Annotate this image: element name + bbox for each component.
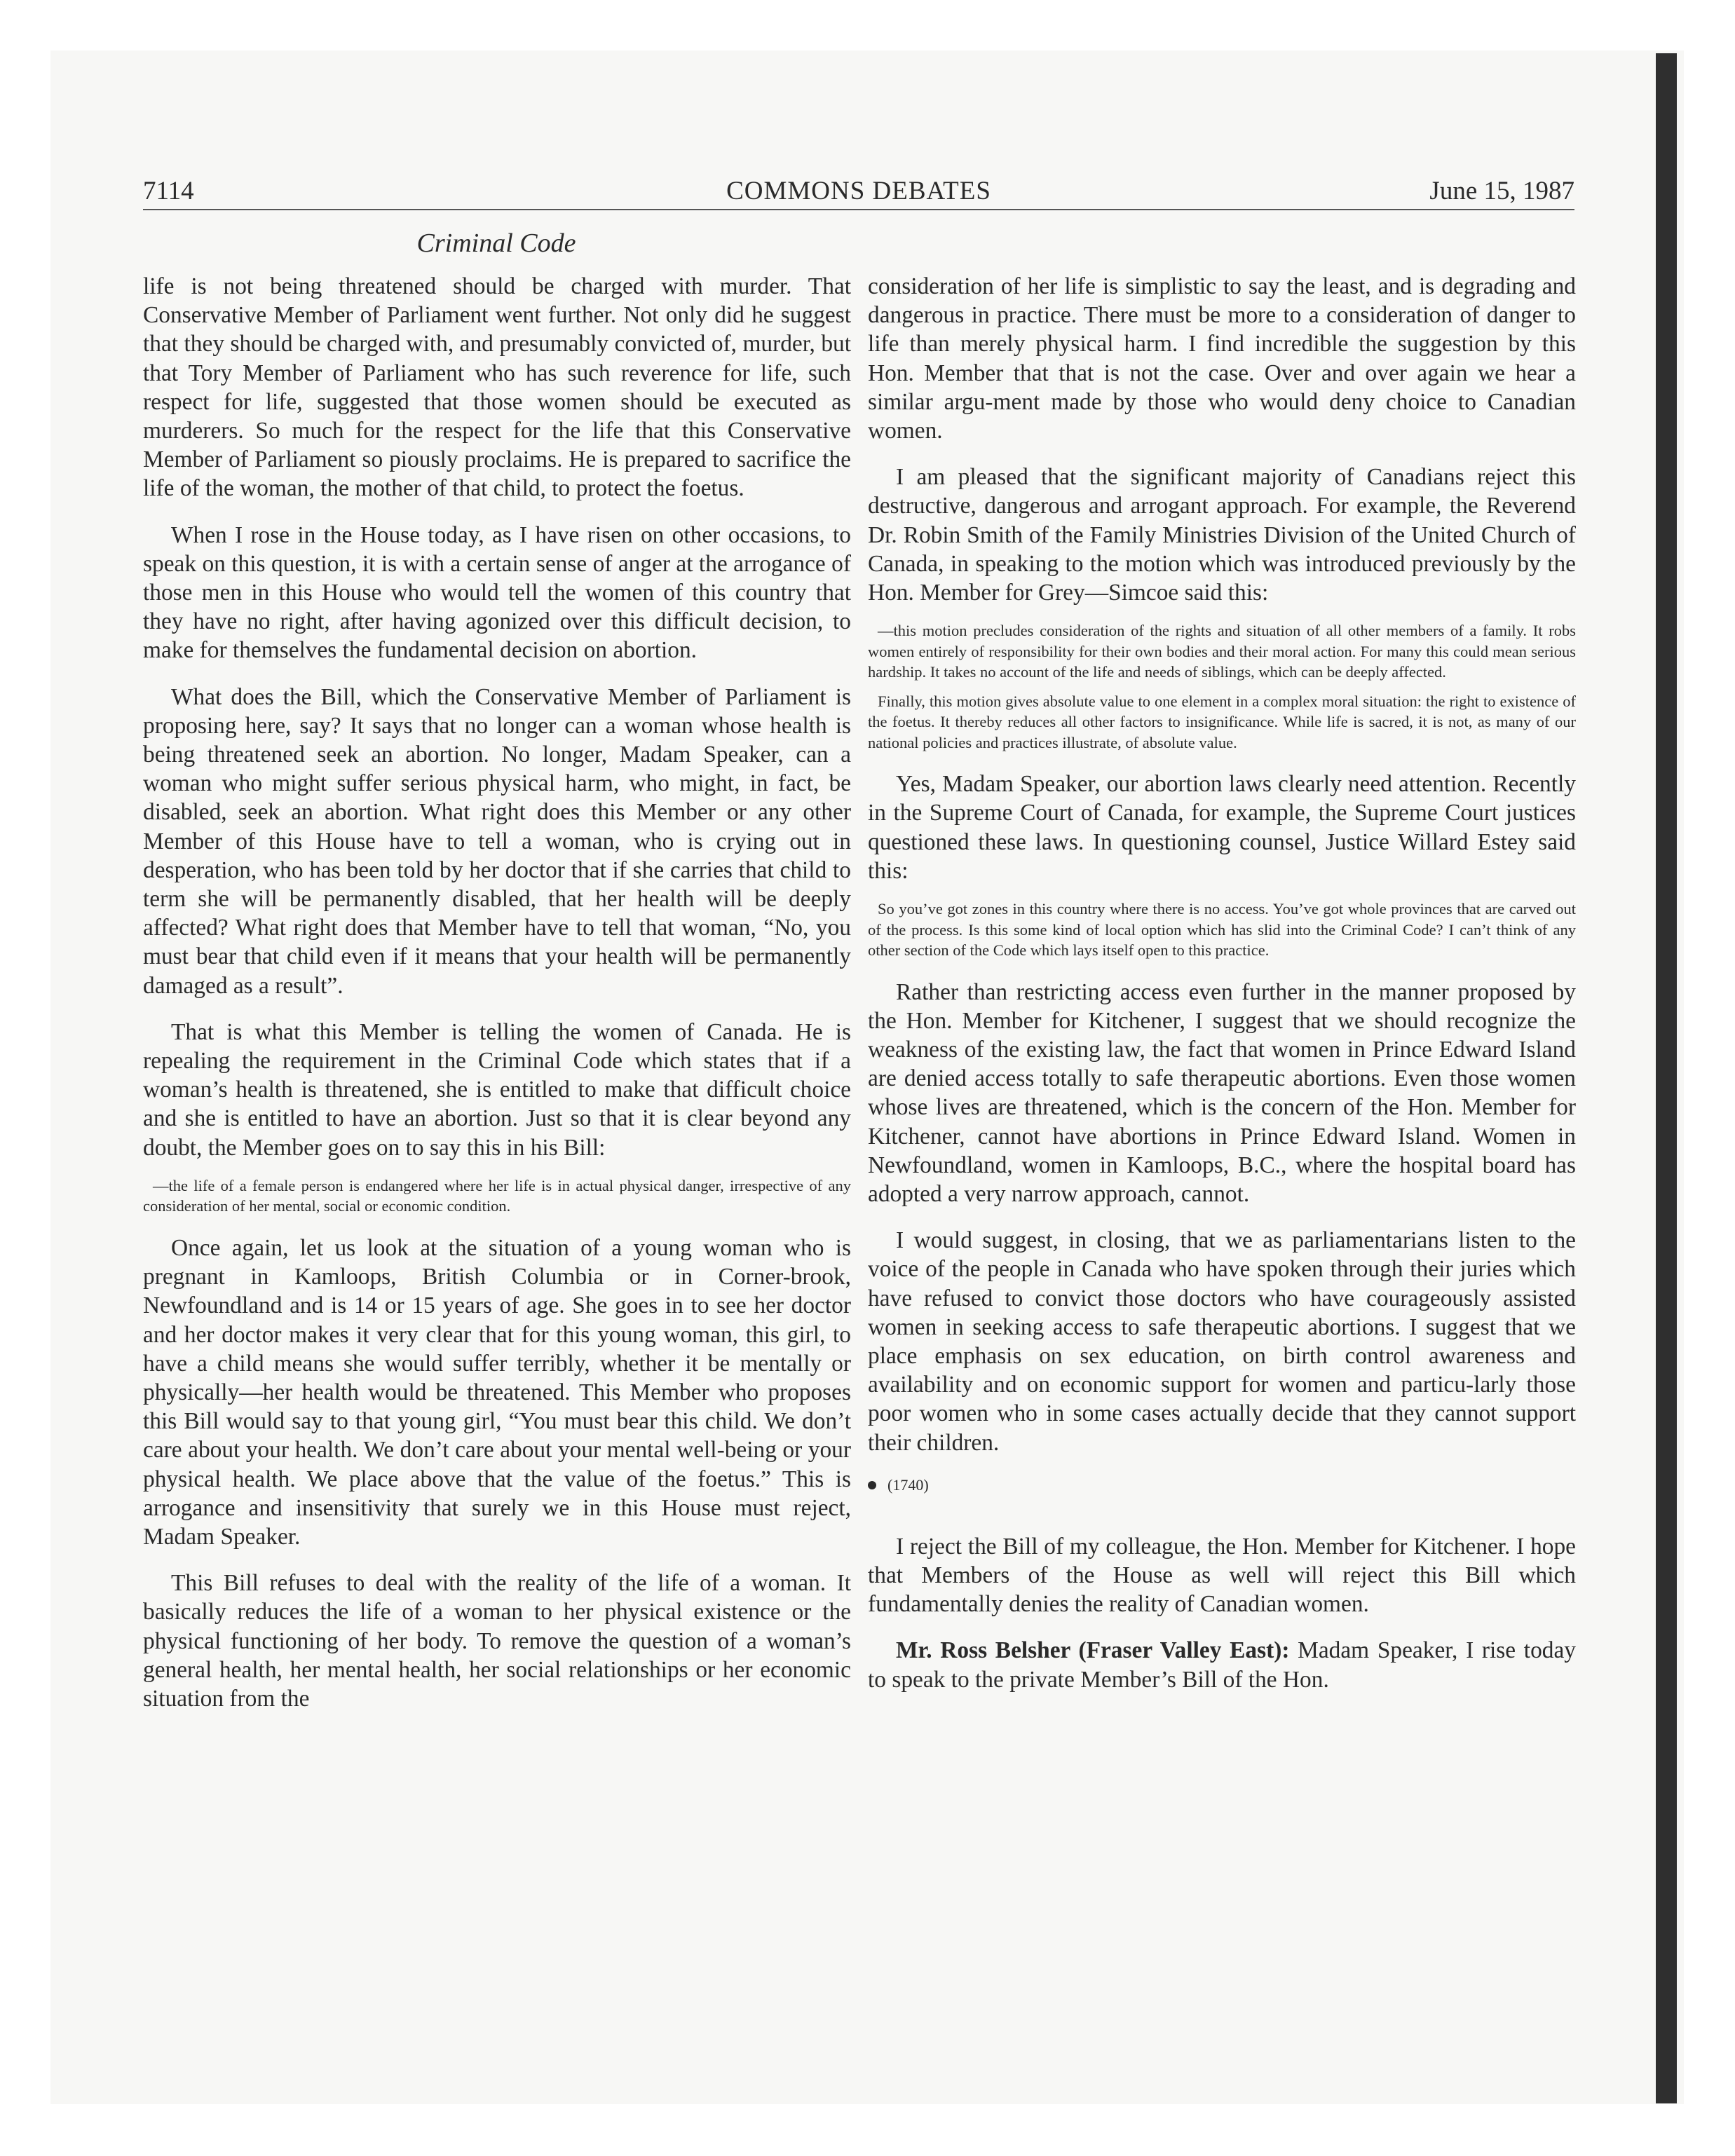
paragraph: I reject the Bill of my colleague, the Hon. Member for Kitchener. I hope that Members of the House as well will reject this Bill which fundamentally denies the reality of Canadian women.: [868, 1533, 1576, 1618]
left-column: [143, 272, 851, 1731]
paragraph: life is not being threatened should be charged with murder. That Conservative Member of Parliament went further. Not only did he suggest that they should be charged with, and presumably convicted of, murder, but that Tory Member of Parliament who has such reverence for life, such respect for life, suggested that those women should be executed as murderers. So much for the respect for the life that this Conservative Member of Parliament so piously proclaims. He is prepared to sacrifice the life of the woman, the mother of that child, to protect the foetus.: [143, 273, 851, 502]
speech-text: Madam Speaker, I rise today to speak to the private Member’s Bill of the Hon.: [868, 1637, 1576, 1693]
publication-date: June 15, 1987: [1429, 177, 1574, 205]
quote-text: So you’ve got zones in this country where there is no access. You’ve got whole provinces that are carved out of the process. Is this some kind of local option which has slid into the Criminal Code? I can’t think of any other section of the Code which lays itself open to this practice.: [868, 900, 1576, 960]
quote-text: —this motion precludes consideration of the rights and situation of all other members of a family. It robs women entirely of responsibility for their own bodies and their moral action. For many this could mean serious hardship. It takes no account of the life and needs of siblings, which can be deeply affected.: [868, 622, 1576, 681]
paragraph: That is what this Member is telling the women of Canada. He is repealing the requirement in the Criminal Code which states that if a woman’s health is threatened, she is entitled to make that difficult choice and she is entitled to have an abortion. Just so that it is clear beyond any doubt, the Member goes on to say this in his Bill:: [143, 1018, 851, 1161]
page-number: 7114: [143, 177, 194, 205]
paragraph: When I rose in the House today, as I have risen on other occasions, to speak on this question, it is with a certain sense of anger at the arrogance of those men in this House who would tell the women of this country that they have no right, after having agonized over this difficult decision, to make for themselves the fundamental decision on abortion.: [143, 521, 851, 664]
paragraph: This Bill refuses to deal with the reality of the life of a woman. It basically reduces the life of a woman to her physical existence or the physical functioning of her body. To remove the question of a woman’s general health, her mental health, her social relationships or her economic situation from the: [143, 1570, 851, 1712]
publication-title: COMMONS DEBATES: [726, 177, 991, 205]
paragraph: Rather than restricting access even further in the manner proposed by the Hon. Member for Kitchener, I suggest that we should recognize the weakness of the existing law, the fact that women in Prince Edward Island are denied access totally to safe therapeutic abortions. Even those women whose lives are threatened, which is the concern of the Hon. Member for Kitchener, cannot have abortions in Prince Edward Island. Women in Newfoundland, women in Kamloops, B.C., where the hospital board has adopted a very narrow approach, cannot.: [868, 978, 1576, 1207]
block-quote: [143, 1175, 851, 1217]
paragraph: What does the Bill, which the Conservative Member of Parliament is proposing here, say? It says that no longer can a woman whose health is being threatened seek an abortion. No longer, Madam Speaker, can a woman who might suffer serious physical harm, who might, in fact, be disabled, seek an abortion. What right does this Member or any other Member of this House have to tell a woman, who is crying out in desperation, who has been told by her doctor that if she carries that child to term she will be permanently disabled, that her health will be deeply affected? What right does that Member have to tell that woman, “No, you must bear that child even if it means that your health will be permanently damaged as a result”.: [143, 683, 851, 999]
section-title: Criminal Code: [416, 228, 576, 258]
speaker-name: Mr. Ross Belsher (Fraser Valley East):: [896, 1637, 1290, 1664]
paragraph: I am pleased that the significant majority of Canadians reject this destructive, dangerous and arrogant approach. For example, the Reverend Dr. Robin Smith of the Family Ministries Division of the United Church of Canada, in speaking to the motion which was introduced previously by the Hon. Member for Grey—Simcoe said this:: [868, 464, 1576, 606]
paragraph: Yes, Madam Speaker, our abortion laws clearly need attention. Recently in the Supreme Court of Canada, for example, the Supreme Court justices questioned these laws. In questioning counsel, Justice Willard Estey said this:: [868, 771, 1576, 884]
bullet-icon: [868, 1481, 876, 1489]
quote-text: Finally, this motion gives absolute value to one element in a complex moral situation: the right to existence of the foetus. It thereby reduces all other factors to insignificance. While life is sacred, it is not, as many of our national policies and practices illustrate, of absolute value.: [868, 692, 1576, 751]
scan-edge-bar: [1656, 53, 1677, 2103]
paragraph: Once again, let us look at the situation of a young woman who is pregnant in Kamloops, British Columbia or in Corner-brook, Newfoundland and is 14 or 15 years of age. She goes in to see her doctor and her doctor makes it very clear that for this young woman, this girl, to have a child means she would suffer terribly, whether it be mentally or physically—her health would be threatened. This Member who proposes this Bill would say to that young girl, “You must bear this child. We don’t care about your health. We don’t care about your mental well-being or your physical health. We place above that the value of the foetus.” This is arrogance and insensitivity that surely we in this House must reject, Madam Speaker.: [143, 1234, 851, 1550]
right-column: [868, 272, 1576, 1712]
quote-text: —the life of a female person is endangered where her life is in actual physical danger, irrespective of any consideration of her mental, social or economic condition.: [143, 1176, 851, 1215]
block-quote: [868, 899, 1576, 961]
time-stamp: [868, 1475, 1576, 1496]
time-stamp-text: (1740): [887, 1475, 929, 1494]
paragraph: I would suggest, in closing, that we as parliamentarians listen to the voice of the people in Canada who have spoken through their juries which have refused to convict those doctors who have courageously assisted women in seeking access to safe therapeutic abortions. I suggest that we place emphasis on sex education, on birth control awareness and availability and on economic support for women and particu-larly those poor women who in some cases actually decide that they cannot support their children.: [868, 1227, 1576, 1456]
block-quote: [868, 620, 1576, 753]
paragraph: consideration of her life is simplistic to say the least, and is degrading and dangerous in practice. There must be more to a consideration of danger to life than merely physical harm. I find incredible the suggestion by this Hon. Member that that is not the case. Over and over again we hear a similar argu-ment made by those who would deny choice to Canadian women.: [868, 273, 1576, 444]
speaker-paragraph: [868, 1636, 1576, 1693]
page-header: [143, 177, 1574, 210]
